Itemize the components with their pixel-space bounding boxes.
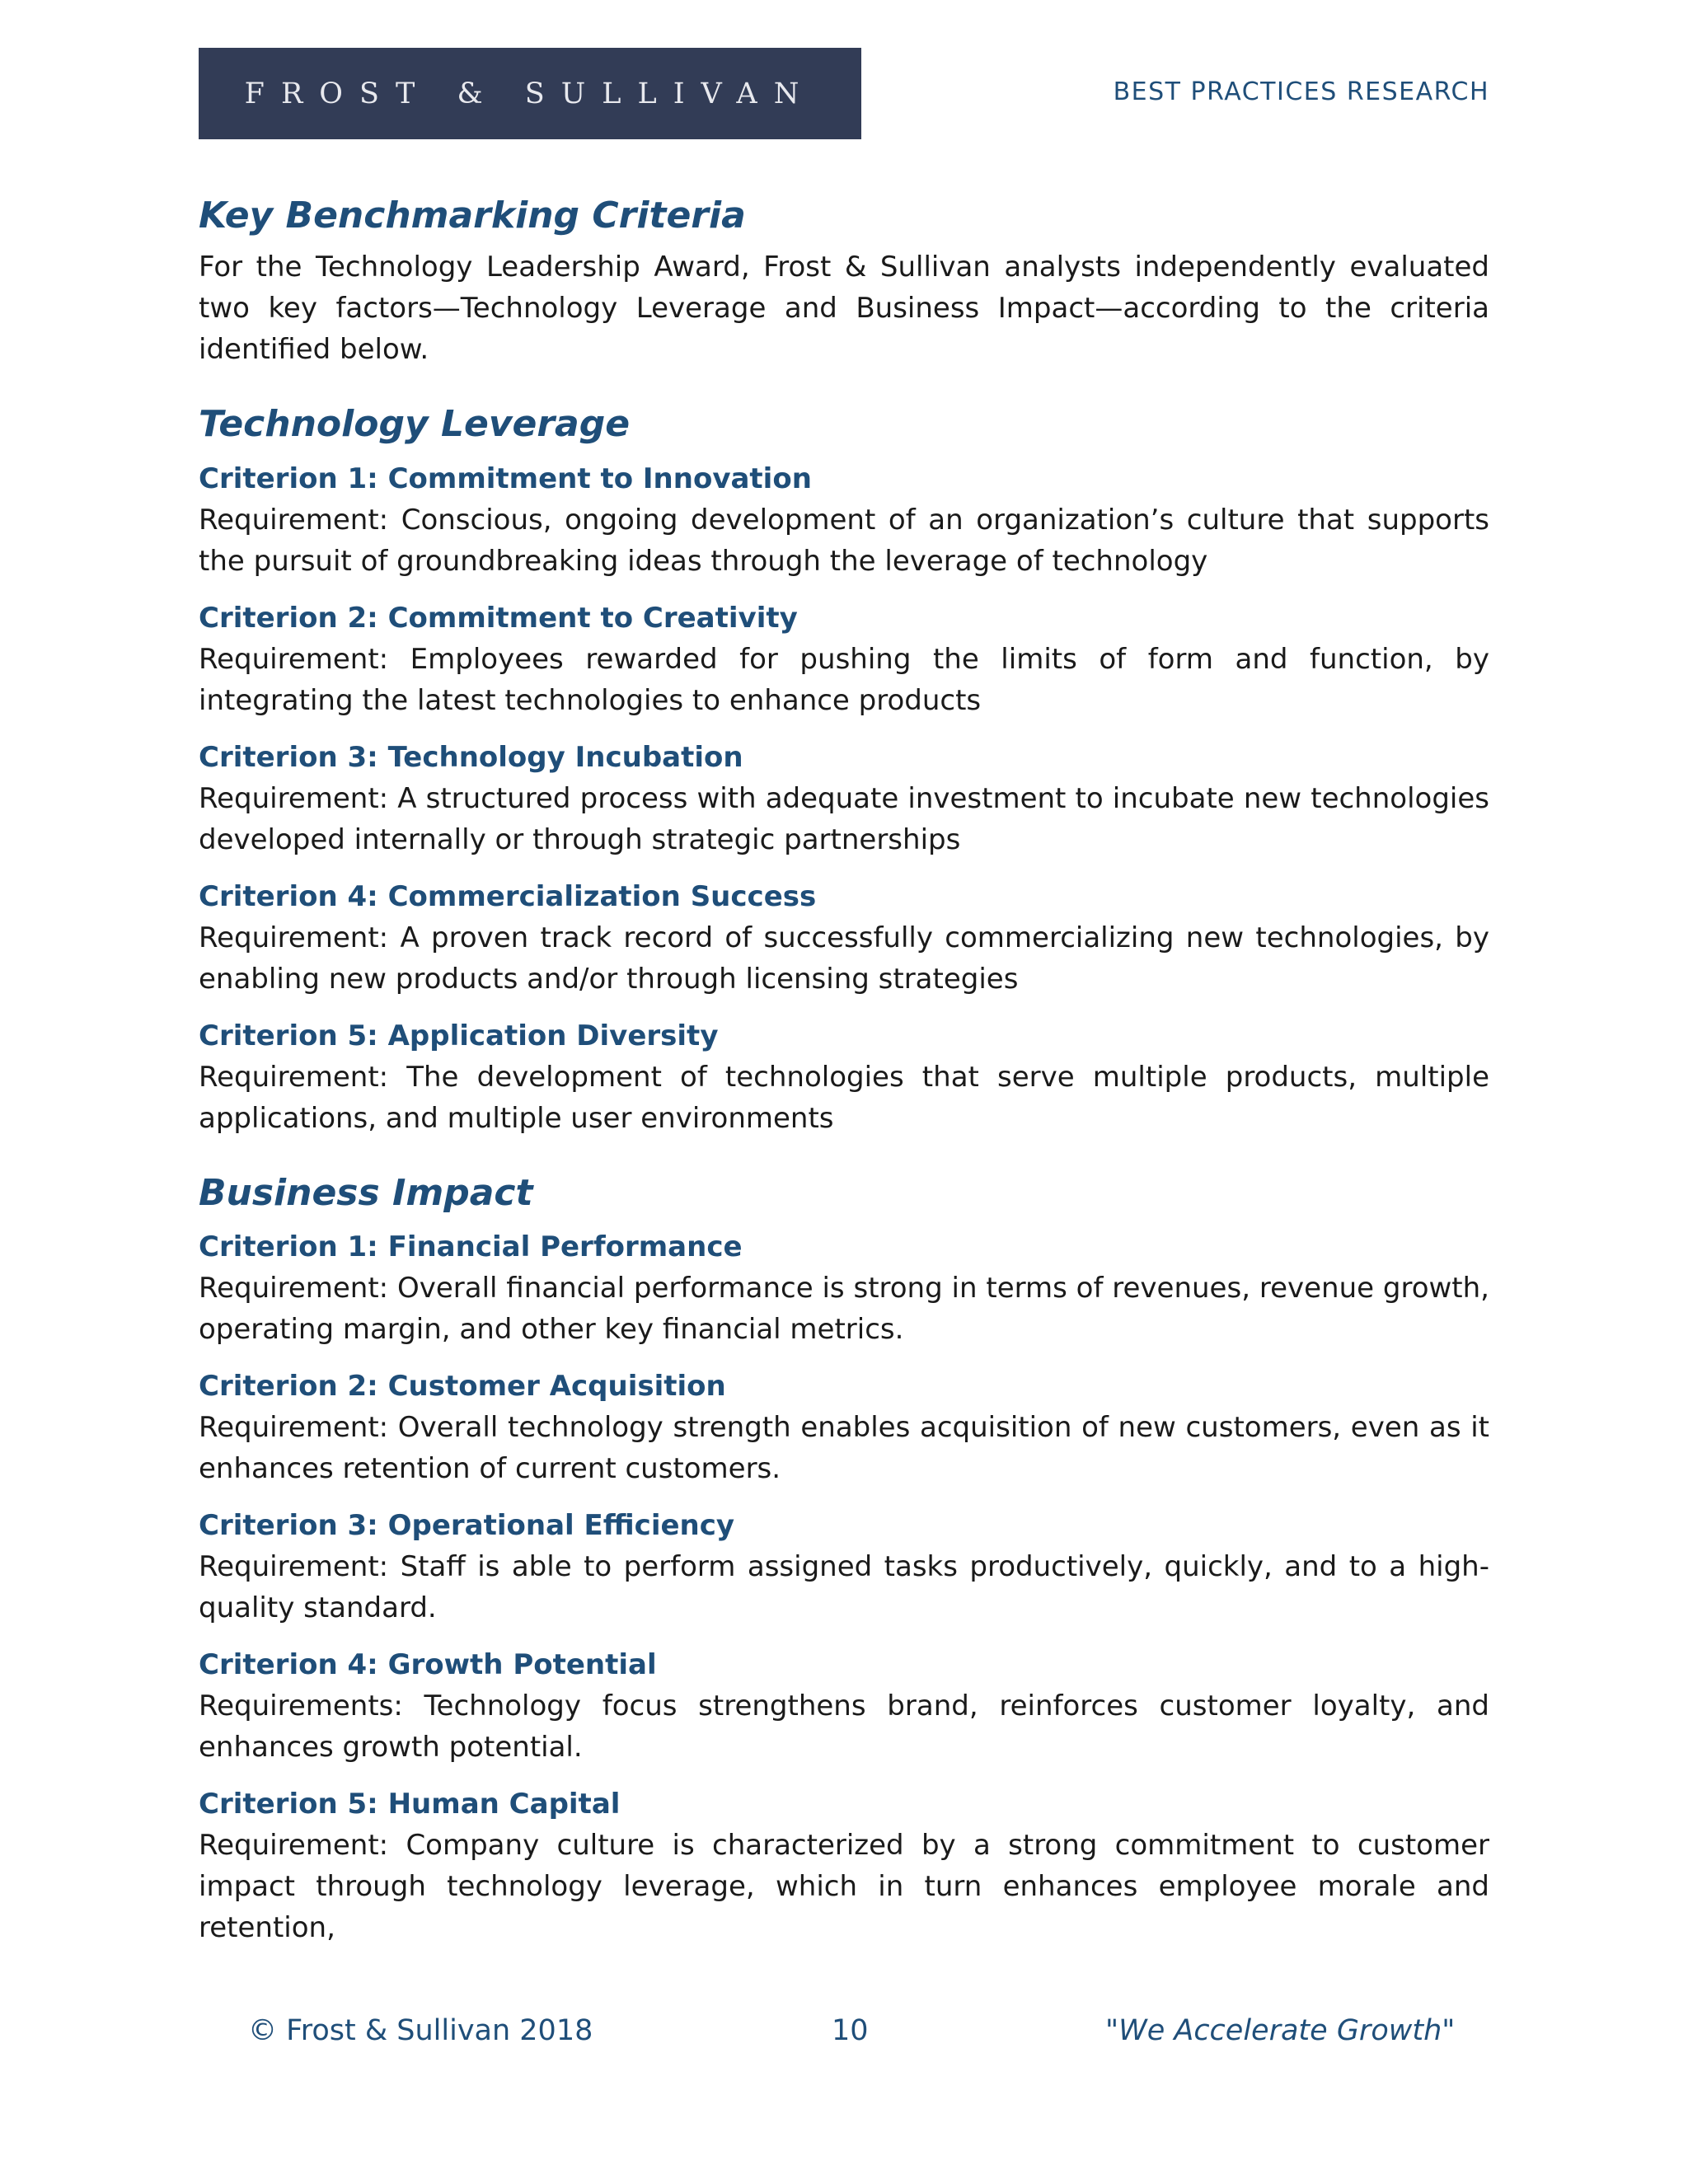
criterion-requirement: Requirements: Technology focus strengthens brand, reinforces customer loyalty, and enhances growth potential.: [199, 1690, 1489, 1765]
intro-paragraph: For the Technology Leadership Award, Frost & Sullivan analysts independently evaluated two key factors—Technology Leverage and Business Impact—according to the criteria identified below.: [199, 250, 1489, 366]
tagline-open-quote: ": [1105, 2014, 1119, 2047]
criterion-item: [199, 1505, 1489, 1629]
page-content: [199, 194, 1489, 1948]
criterion-item: [199, 737, 1489, 860]
intro-section: [199, 194, 1489, 370]
business-impact-section: [199, 1172, 1489, 1949]
tagline-text: We Accelerate Growth: [1118, 2014, 1442, 2047]
criterion-requirement: Requirement: The development of technologies that serve multiple products, multiple applications, and multiple user environments: [199, 1060, 1489, 1135]
criterion-requirement: Requirement: A structured process with adequate investment to incubate new technologies developed internally or through strategic partnerships: [199, 781, 1489, 856]
criterion-title: Criterion 5: Application Diversity: [199, 1019, 719, 1052]
header-label: BEST PRACTICES RESEARCH: [1113, 77, 1489, 106]
criterion-item: [199, 1783, 1489, 1948]
criterion-title: Criterion 3: Technology Incubation: [199, 740, 743, 774]
criterion-requirement: Requirement: A proven track record of successfully commercializing new technologies, by enabling new products and/or through licensing strategies: [199, 921, 1489, 996]
criterion-title: Criterion 2: Commitment to Creativity: [199, 601, 798, 635]
criterion-item: [199, 1366, 1489, 1489]
criterion-title: Criterion 3: Operational Efficiency: [199, 1509, 735, 1543]
criterion-item: [199, 1015, 1489, 1139]
criterion-title: Criterion 1: Commitment to Innovation: [199, 462, 812, 495]
criterion-item: [199, 1644, 1489, 1768]
criterion-title: Criterion 1: Financial Performance: [199, 1230, 743, 1264]
criterion-item: [199, 458, 1489, 582]
criterion-title: Criterion 5: Human Capital: [199, 1788, 621, 1821]
section-title: Business Impact: [199, 1171, 533, 1214]
page-number: 10: [832, 2014, 869, 2047]
criterion-requirement: Requirement: Company culture is characterized by a strong commitment to customer impact through technology leverage, which in turn enhances employee morale and retention,: [199, 1829, 1489, 1945]
frost-sullivan-logo: [199, 48, 861, 139]
criterion-item: [199, 598, 1489, 721]
criterion-requirement: Requirement: Overall technology strength enables acquisition of new customers, even as it enhances retention of current customers.: [199, 1411, 1489, 1486]
technology-leverage-section: [199, 403, 1489, 1139]
section-title: Technology Leverage: [199, 402, 631, 445]
criterion-requirement: Requirement: Overall financial performance is strong in terms of revenues, revenue growth, operating margin, and other key financial metrics.: [199, 1272, 1489, 1347]
criterion-item: [199, 876, 1489, 1000]
tagline: [1105, 2014, 1455, 2047]
tagline-close-quote: ": [1442, 2014, 1456, 2047]
criterion-requirement: Requirement: Conscious, ongoing development of an organization’s culture that supports the pursuit of groundbreaking ideas through the leverage of technology: [199, 503, 1489, 578]
logo-text: FROST & SULLIVAN: [244, 77, 816, 110]
criterion-title: Criterion 2: Customer Acquisition: [199, 1370, 726, 1404]
criterion-title: Criterion 4: Growth Potential: [199, 1648, 657, 1682]
criterion-item: [199, 1226, 1489, 1350]
criterion-requirement: Requirement: Employees rewarded for pushing the limits of form and function, by integrating the latest technologies to enhance products: [199, 642, 1489, 717]
section-title: Key Benchmarking Criteria: [199, 194, 746, 237]
criterion-requirement: Requirement: Staff is able to perform assigned tasks productively, quickly, and to a high-quality standard.: [199, 1550, 1489, 1625]
copyright-text: © Frost & Sullivan 2018: [248, 2014, 593, 2047]
criterion-title: Criterion 4: Commercialization Success: [199, 879, 817, 913]
